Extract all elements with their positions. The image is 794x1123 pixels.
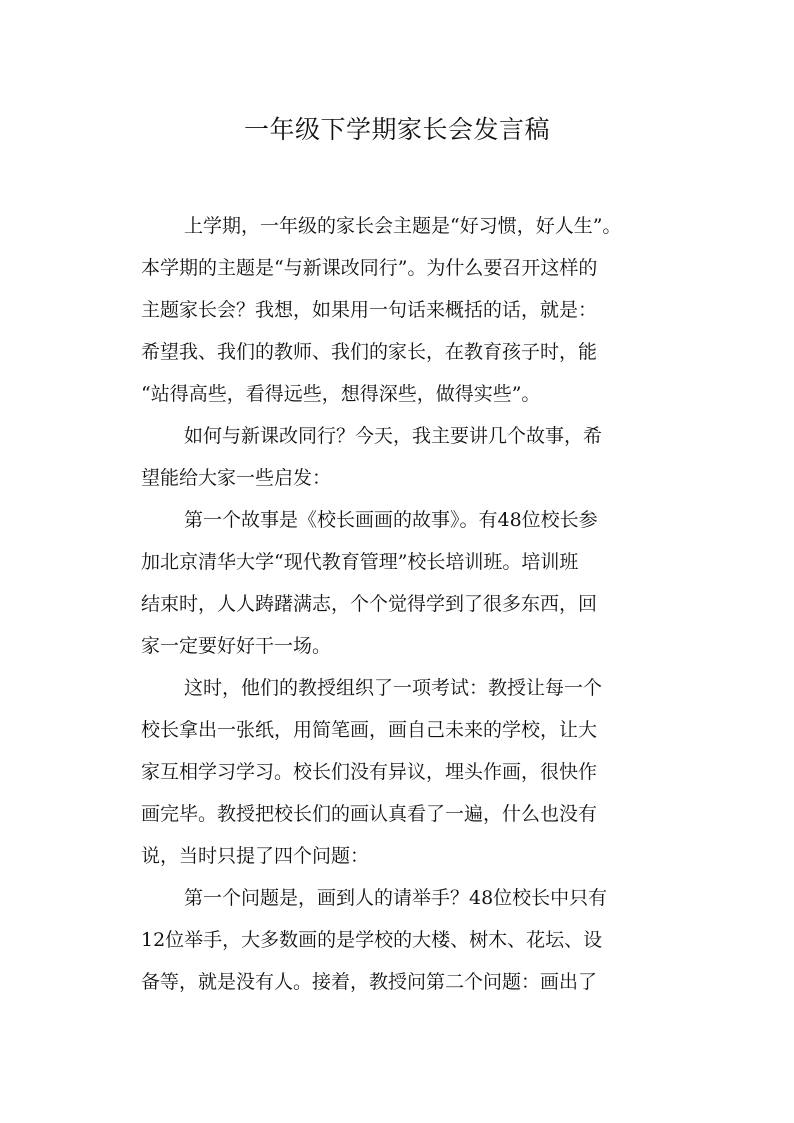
paragraph-line: 说，当时只提了四个问题： <box>141 845 370 867</box>
paragraph-line: 主题家长会？我想，如果用一句话来概括的话，就是： <box>141 299 598 321</box>
paragraph-line: 本学期的主题是“与新课改同行”。为什么要召开这样的 <box>141 257 598 279</box>
paragraph-line: “站得高些，看得远些，想得深些，做得实些”。 <box>141 383 541 405</box>
paragraph-line: 如何与新课改同行？今天，我主要讲几个故事，希 <box>184 425 603 447</box>
paragraph-line: 结束时，人人踌躇满志，个个觉得学到了很多东西，回 <box>141 593 598 615</box>
paragraph-line: 第一个故事是《校长画画的故事》。有48位校长参 <box>184 509 598 531</box>
paragraph-line: 备等，就是没有人。接着，教授问第二个问题：画出了 <box>141 971 598 993</box>
paragraph-line: 家互相学习学习。校长们没有异议，埋头作画，很快作 <box>141 761 598 783</box>
paragraph-line: 望能给大家一些启发： <box>141 467 332 489</box>
paragraph-line: 12位举手，大多数画的是学校的大楼、树木、花坛、设 <box>141 929 603 951</box>
document-body <box>141 205 661 1003</box>
paragraph-line: 画完毕。教授把校长们的画认真看了一遍，什么也没有 <box>141 803 598 825</box>
paragraph-line: 家一定要好好干一场。 <box>141 635 332 657</box>
paragraph-line: 加北京清华大学“现代教育管理”校长培训班。培训班 <box>141 551 579 573</box>
paragraph-line: 校长拿出一张纸，用简笔画，画自己未来的学校，让大 <box>141 719 598 741</box>
paragraph-line: 希望我、我们的教师、我们的家长，在教育孩子时，能 <box>141 341 598 363</box>
paragraph-line: 这时，他们的教授组织了一项考试：教授让每一个 <box>184 677 603 699</box>
document-title: 一年级下学期家长会发言稿 <box>243 115 550 144</box>
paragraph-line: 上学期，一年级的家长会主题是“好习惯，好人生”。 <box>184 215 622 237</box>
paragraph-line: 第一个问题是，画到人的请举手？48位校长中只有 <box>184 887 608 909</box>
